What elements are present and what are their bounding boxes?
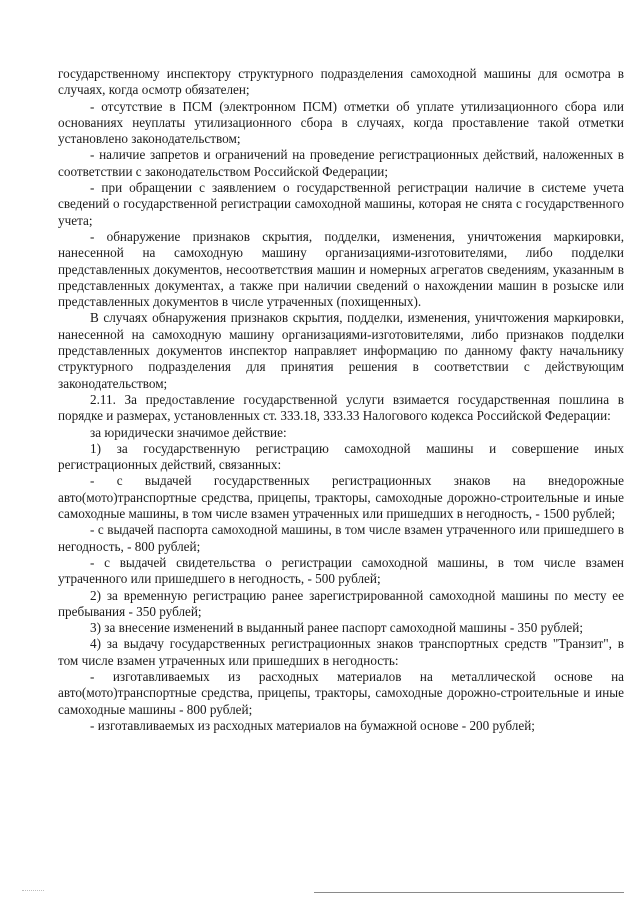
paragraph-item-2: 2) за временную регистрацию ранее зарегистрированной самоходной машины по месту ее пребывания - 350 рублей;	[58, 587, 624, 619]
paragraph-metal-plates-fee: - изготавливаемых из расходных материалов на металлической основе на авто(мото)транспортные средства, прицепы, тракторы, самоходные дорожно-строительные и иные самоходные машины - 800 рублей;	[58, 668, 624, 717]
paragraph-item-4: 4) за выдачу государственных регистрационных знаков транспортных средств "Транзит", в том числе взамен утраченных или пришедших в негодность:	[58, 636, 624, 668]
paragraph-inspector-action: В случаях обнаружения признаков скрытия, подделки, изменения, уничтожения маркировки, нанесенной на самоходную машину организациями-изготовителями, либо признаков подделки представленных документов инспектор направляет информацию по данному факту начальнику структурного подразделения для принятия решения в соответствии с действующим законодательством;	[58, 310, 624, 391]
scan-artifact	[22, 884, 44, 891]
paragraph-item-1: 1) за государственную регистрацию самоходной машины и совершение иных регистрационных действий, связанных:	[58, 440, 624, 473]
paragraph-restrictions: - наличие запретов и ограничений на проведение регистрационных действий, наложенных в соответствии с законодательством Российской Федерации;	[58, 147, 624, 179]
paragraph-certificate-fee: - с выдачей свидетельства о регистрации самоходной машины, в том числе взамен утраченного или пришедшего в негодность, - 500 рублей;	[58, 554, 624, 587]
paragraph-section-2-11: 2.11. За предоставление государственной услуги взимается государственная пошлина в порядке и размерах, установленных ст. 333.18, 333.33 Налогового кодекса Российской Федерации:	[58, 391, 624, 424]
paragraph-paper-plates-fee: - изготавливаемых из расходных материалов на бумажной основе - 200 рублей;	[90, 717, 535, 733]
paragraph-plates-fee: - с выдачей государственных регистрационных знаков на внедорожные авто(мото)транспортные средства, прицепы, тракторы, самоходные дорожно-строительные и иные самоходные машины, в том числе взамен утраченных или пришедших в негодность, - 1500 рублей;	[58, 473, 624, 522]
document-page	[58, 66, 624, 734]
footer-divider	[314, 892, 624, 893]
paragraph-item-3: 3) за внесение изменений в выданный ранее паспорт самоходной машины - 350 рублей;	[90, 620, 583, 636]
paragraph-existing-registration: - при обращении с заявлением о государственной регистрации наличие в системе учета сведений о государственной регистрации самоходной машины, которая не снята с государственного учета;	[58, 180, 624, 228]
paragraph-inspection-continuation: государственному инспектору структурного подразделения самоходной машины для осмотра в случаях, когда осмотр обязателен;	[58, 66, 624, 98]
paragraph-marking-tampering: - обнаружение признаков скрытия, подделки, изменения, уничтожения маркировки, нанесенной на самоходную машину организациями-изготовителями, либо подделки представленных документов, несоответствия машин и номерных агрегатов сведениям, указанным в представленных документах, а также при наличии сведений о нахождении машин в розыске или представленных документов в числе утраченных (похищенных).	[58, 228, 624, 310]
paragraph-passport-fee: - с выдачей паспорта самоходной машины, в том числе взамен утраченного или пришедшего в негодность, - 800 рублей;	[58, 522, 624, 554]
paragraph-legal-action-intro: за юридически значимое действие:	[90, 424, 287, 440]
paragraph-recycling-fee: - отсутствие в ПСМ (электронном ПСМ) отметки об уплате утилизационного сбора или основаниях неуплаты утилизационного сбора в случаях, когда проставление такой отметки установлено законодательством;	[58, 98, 624, 147]
